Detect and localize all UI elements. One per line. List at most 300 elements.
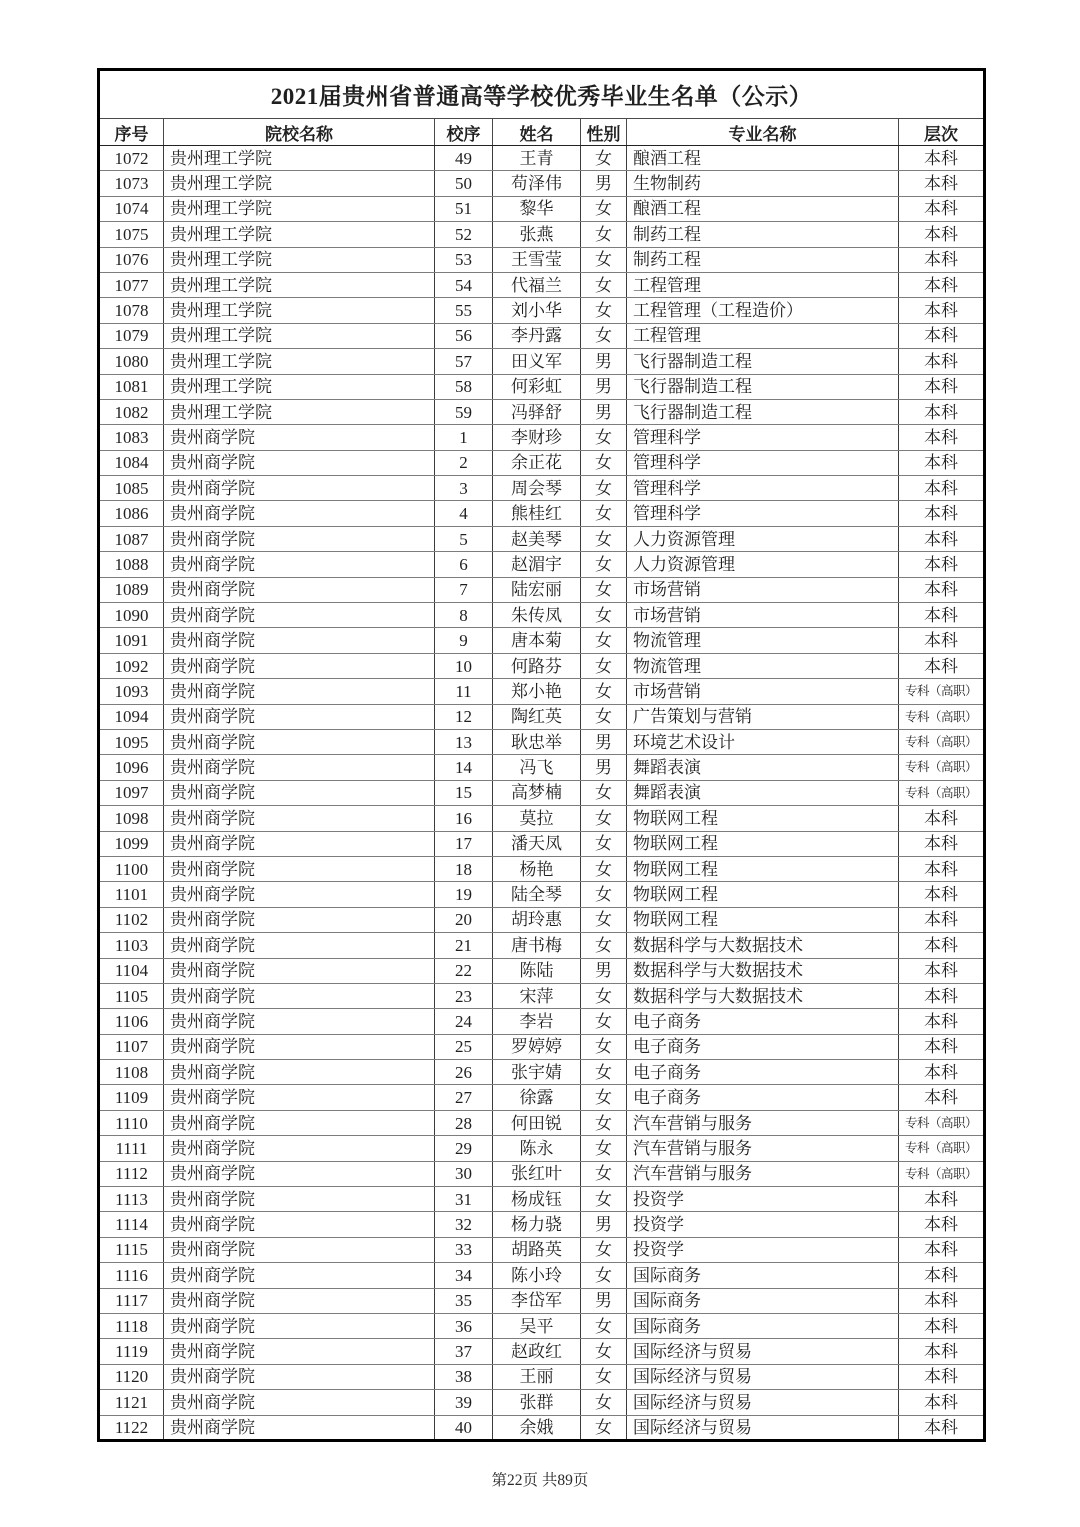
- cell-major: 人力资源管理: [627, 526, 899, 551]
- cell-serial: 1108: [99, 1060, 164, 1085]
- table-row: [99, 501, 985, 526]
- cell-level: 本科: [899, 323, 985, 348]
- cell-serial: 1120: [99, 1364, 164, 1389]
- cell-major: 物流管理: [627, 628, 899, 653]
- cell-major: 国际经济与贸易: [627, 1390, 899, 1415]
- cell-name: 李财珍: [493, 425, 581, 450]
- header-name: 姓名: [493, 119, 581, 146]
- cell-school: 贵州商学院: [164, 1136, 435, 1161]
- cell-major: 汽车营销与服务: [627, 1136, 899, 1161]
- cell-school: 贵州商学院: [164, 958, 435, 983]
- cell-major: 电子商务: [627, 1085, 899, 1110]
- cell-gender: 女: [581, 501, 627, 526]
- cell-major: 管理科学: [627, 476, 899, 501]
- cell-major: 国际商务: [627, 1288, 899, 1313]
- cell-gender: 女: [581, 272, 627, 297]
- cell-school-order: 19: [435, 882, 493, 907]
- cell-major: 物联网工程: [627, 856, 899, 881]
- table-row: [99, 1085, 985, 1110]
- table-row: [99, 272, 985, 297]
- cell-major: 工程管理: [627, 323, 899, 348]
- cell-school: 贵州理工学院: [164, 247, 435, 272]
- cell-level: 本科: [899, 171, 985, 196]
- cell-school: 贵州理工学院: [164, 146, 435, 171]
- cell-gender: 女: [581, 323, 627, 348]
- cell-serial: 1089: [99, 577, 164, 602]
- cell-level: 本科: [899, 552, 985, 577]
- cell-major: 电子商务: [627, 1060, 899, 1085]
- table-row: [99, 222, 985, 247]
- cell-school: 贵州商学院: [164, 1313, 435, 1338]
- cell-major: 汽车营销与服务: [627, 1110, 899, 1135]
- cell-school-order: 15: [435, 780, 493, 805]
- header-school-order: 校序: [435, 119, 493, 146]
- cell-major: 国际经济与贸易: [627, 1364, 899, 1389]
- table-row: [99, 1339, 985, 1364]
- cell-serial: 1099: [99, 831, 164, 856]
- cell-gender: 女: [581, 1339, 627, 1364]
- cell-serial: 1111: [99, 1136, 164, 1161]
- cell-serial: 1096: [99, 755, 164, 780]
- cell-level: 本科: [899, 1415, 985, 1440]
- cell-serial: 1080: [99, 349, 164, 374]
- cell-major: 管理科学: [627, 425, 899, 450]
- cell-name: 熊桂红: [493, 501, 581, 526]
- cell-gender: 女: [581, 552, 627, 577]
- cell-major: 投资学: [627, 1237, 899, 1262]
- cell-school: 贵州商学院: [164, 831, 435, 856]
- table-row: [99, 1034, 985, 1059]
- cell-level: 本科: [899, 1339, 985, 1364]
- cell-major: 人力资源管理: [627, 552, 899, 577]
- cell-school-order: 34: [435, 1263, 493, 1288]
- cell-major: 国际商务: [627, 1263, 899, 1288]
- cell-level: 本科: [899, 1085, 985, 1110]
- cell-school: 贵州商学院: [164, 425, 435, 450]
- cell-serial: 1086: [99, 501, 164, 526]
- table-row: [99, 1060, 985, 1085]
- cell-name: 耿忠举: [493, 729, 581, 754]
- cell-gender: 女: [581, 1085, 627, 1110]
- cell-gender: 女: [581, 1364, 627, 1389]
- cell-gender: 女: [581, 679, 627, 704]
- cell-school-order: 29: [435, 1136, 493, 1161]
- cell-school-order: 11: [435, 679, 493, 704]
- table-row: [99, 526, 985, 551]
- cell-level: 本科: [899, 298, 985, 323]
- cell-gender: 男: [581, 755, 627, 780]
- cell-school: 贵州理工学院: [164, 374, 435, 399]
- cell-school: 贵州商学院: [164, 933, 435, 958]
- cell-name: 陈小玲: [493, 1263, 581, 1288]
- cell-level: 本科: [899, 1313, 985, 1338]
- cell-level: 本科: [899, 272, 985, 297]
- cell-serial: 1110: [99, 1110, 164, 1135]
- cell-gender: 女: [581, 856, 627, 881]
- cell-major: 物联网工程: [627, 907, 899, 932]
- cell-level: 专科（高职）: [899, 780, 985, 805]
- cell-gender: 女: [581, 526, 627, 551]
- cell-name: 潘天凤: [493, 831, 581, 856]
- table-row: [99, 399, 985, 424]
- cell-school-order: 17: [435, 831, 493, 856]
- cell-major: 国际经济与贸易: [627, 1415, 899, 1440]
- cell-name: 高梦楠: [493, 780, 581, 805]
- cell-school: 贵州商学院: [164, 501, 435, 526]
- cell-major: 制药工程: [627, 247, 899, 272]
- cell-school-order: 6: [435, 552, 493, 577]
- cell-name: 赵湄宇: [493, 552, 581, 577]
- cell-serial: 1090: [99, 603, 164, 628]
- table-row: [99, 146, 985, 171]
- cell-gender: 女: [581, 1415, 627, 1440]
- table-row: [99, 476, 985, 501]
- cell-level: 本科: [899, 1009, 985, 1034]
- cell-school-order: 20: [435, 907, 493, 932]
- cell-school: 贵州理工学院: [164, 196, 435, 221]
- cell-serial: 1083: [99, 425, 164, 450]
- cell-serial: 1072: [99, 146, 164, 171]
- cell-major: 市场营销: [627, 577, 899, 602]
- cell-gender: 女: [581, 425, 627, 450]
- cell-school-order: 50: [435, 171, 493, 196]
- cell-name: 何路芬: [493, 653, 581, 678]
- cell-level: 本科: [899, 476, 985, 501]
- cell-name: 杨艳: [493, 856, 581, 881]
- cell-name: 胡玲惠: [493, 907, 581, 932]
- cell-school-order: 33: [435, 1237, 493, 1262]
- cell-serial: 1093: [99, 679, 164, 704]
- cell-gender: 男: [581, 349, 627, 374]
- cell-school-order: 23: [435, 983, 493, 1008]
- table-row: [99, 552, 985, 577]
- table-row: [99, 1237, 985, 1262]
- cell-school-order: 30: [435, 1161, 493, 1186]
- cell-level: 专科（高职）: [899, 729, 985, 754]
- header-row: [99, 119, 985, 146]
- cell-school: 贵州商学院: [164, 577, 435, 602]
- cell-major: 酿酒工程: [627, 196, 899, 221]
- cell-serial: 1079: [99, 323, 164, 348]
- table-row: [99, 425, 985, 450]
- cell-major: 数据科学与大数据技术: [627, 983, 899, 1008]
- cell-school-order: 14: [435, 755, 493, 780]
- cell-level: 本科: [899, 577, 985, 602]
- cell-name: 李丹露: [493, 323, 581, 348]
- header-serial: 序号: [99, 119, 164, 146]
- cell-name: 郑小艳: [493, 679, 581, 704]
- cell-gender: 女: [581, 704, 627, 729]
- cell-level: 本科: [899, 603, 985, 628]
- cell-serial: 1085: [99, 476, 164, 501]
- cell-school-order: 16: [435, 806, 493, 831]
- cell-level: 本科: [899, 349, 985, 374]
- cell-school-order: 59: [435, 399, 493, 424]
- cell-gender: 女: [581, 247, 627, 272]
- cell-school: 贵州商学院: [164, 628, 435, 653]
- cell-major: 电子商务: [627, 1009, 899, 1034]
- cell-name: 吴平: [493, 1313, 581, 1338]
- cell-name: 莫拉: [493, 806, 581, 831]
- cell-major: 管理科学: [627, 501, 899, 526]
- cell-major: 物联网工程: [627, 882, 899, 907]
- cell-school: 贵州商学院: [164, 1390, 435, 1415]
- cell-school-order: 12: [435, 704, 493, 729]
- cell-major: 国际经济与贸易: [627, 1339, 899, 1364]
- table-row: [99, 1161, 985, 1186]
- cell-major: 市场营销: [627, 603, 899, 628]
- cell-school-order: 39: [435, 1390, 493, 1415]
- table-row: [99, 1136, 985, 1161]
- cell-name: 何彩虹: [493, 374, 581, 399]
- cell-gender: 女: [581, 1060, 627, 1085]
- cell-level: 专科（高职）: [899, 1161, 985, 1186]
- cell-gender: 女: [581, 1009, 627, 1034]
- cell-school: 贵州商学院: [164, 476, 435, 501]
- cell-gender: 女: [581, 577, 627, 602]
- cell-level: 本科: [899, 1263, 985, 1288]
- cell-name: 徐露: [493, 1085, 581, 1110]
- cell-serial: 1114: [99, 1212, 164, 1237]
- cell-serial: 1092: [99, 653, 164, 678]
- cell-level: 本科: [899, 1237, 985, 1262]
- cell-gender: 女: [581, 653, 627, 678]
- cell-serial: 1097: [99, 780, 164, 805]
- cell-name: 张宇婧: [493, 1060, 581, 1085]
- cell-name: 冯驿舒: [493, 399, 581, 424]
- graduates-table: [97, 68, 986, 1442]
- cell-name: 李岱军: [493, 1288, 581, 1313]
- cell-gender: 男: [581, 729, 627, 754]
- cell-gender: 女: [581, 983, 627, 1008]
- cell-serial: 1084: [99, 450, 164, 475]
- cell-gender: 女: [581, 1161, 627, 1186]
- cell-serial: 1087: [99, 526, 164, 551]
- table-row: [99, 983, 985, 1008]
- cell-gender: 女: [581, 1237, 627, 1262]
- cell-school-order: 32: [435, 1212, 493, 1237]
- cell-level: 本科: [899, 1212, 985, 1237]
- cell-serial: 1116: [99, 1263, 164, 1288]
- table-row: [99, 1288, 985, 1313]
- cell-school: 贵州商学院: [164, 907, 435, 932]
- cell-serial: 1094: [99, 704, 164, 729]
- cell-school-order: 52: [435, 222, 493, 247]
- cell-school: 贵州商学院: [164, 1288, 435, 1313]
- cell-level: 本科: [899, 653, 985, 678]
- cell-name: 黎华: [493, 196, 581, 221]
- cell-school: 贵州理工学院: [164, 222, 435, 247]
- cell-serial: 1104: [99, 958, 164, 983]
- cell-serial: 1088: [99, 552, 164, 577]
- cell-name: 杨成钰: [493, 1187, 581, 1212]
- cell-school-order: 37: [435, 1339, 493, 1364]
- cell-level: 本科: [899, 374, 985, 399]
- cell-school-order: 25: [435, 1034, 493, 1059]
- cell-school: 贵州商学院: [164, 1187, 435, 1212]
- cell-major: 物联网工程: [627, 831, 899, 856]
- cell-school: 贵州商学院: [164, 1034, 435, 1059]
- cell-major: 工程管理（工程造价）: [627, 298, 899, 323]
- cell-school: 贵州商学院: [164, 603, 435, 628]
- cell-name: 张红叶: [493, 1161, 581, 1186]
- table-row: [99, 1009, 985, 1034]
- cell-name: 宋萍: [493, 983, 581, 1008]
- cell-school-order: 3: [435, 476, 493, 501]
- cell-name: 陈永: [493, 1136, 581, 1161]
- cell-major: 酿酒工程: [627, 146, 899, 171]
- table-row: [99, 780, 985, 805]
- cell-gender: 女: [581, 1110, 627, 1135]
- cell-level: 本科: [899, 247, 985, 272]
- table-row: [99, 196, 985, 221]
- table-row: [99, 729, 985, 754]
- table-row: [99, 298, 985, 323]
- cell-gender: 女: [581, 628, 627, 653]
- cell-name: 罗婷婷: [493, 1034, 581, 1059]
- cell-school: 贵州商学院: [164, 653, 435, 678]
- cell-school-order: 22: [435, 958, 493, 983]
- cell-level: 本科: [899, 1034, 985, 1059]
- cell-gender: 女: [581, 831, 627, 856]
- table-row: [99, 247, 985, 272]
- cell-level: 本科: [899, 907, 985, 932]
- cell-level: 本科: [899, 450, 985, 475]
- table-row: [99, 1313, 985, 1338]
- cell-serial: 1122: [99, 1415, 164, 1440]
- cell-level: 专科（高职）: [899, 704, 985, 729]
- cell-name: 刘小华: [493, 298, 581, 323]
- cell-school-order: 5: [435, 526, 493, 551]
- cell-serial: 1121: [99, 1390, 164, 1415]
- cell-major: 市场营销: [627, 679, 899, 704]
- cell-gender: 女: [581, 476, 627, 501]
- table-row: [99, 577, 985, 602]
- cell-major: 数据科学与大数据技术: [627, 958, 899, 983]
- cell-school-order: 49: [435, 146, 493, 171]
- table-row: [99, 374, 985, 399]
- cell-level: 本科: [899, 1288, 985, 1313]
- cell-major: 舞蹈表演: [627, 780, 899, 805]
- cell-level: 本科: [899, 146, 985, 171]
- cell-school-order: 10: [435, 653, 493, 678]
- cell-level: 本科: [899, 399, 985, 424]
- cell-level: 本科: [899, 1187, 985, 1212]
- cell-level: 本科: [899, 806, 985, 831]
- cell-serial: 1102: [99, 907, 164, 932]
- page-title: 2021届贵州省普通高等学校优秀毕业生名单（公示）: [99, 70, 985, 119]
- cell-school-order: 13: [435, 729, 493, 754]
- cell-name: 何田锐: [493, 1110, 581, 1135]
- cell-serial: 1095: [99, 729, 164, 754]
- table-row: [99, 679, 985, 704]
- cell-school-order: 56: [435, 323, 493, 348]
- cell-gender: 男: [581, 171, 627, 196]
- cell-school-order: 18: [435, 856, 493, 881]
- cell-school: 贵州理工学院: [164, 272, 435, 297]
- cell-school: 贵州商学院: [164, 983, 435, 1008]
- cell-school: 贵州商学院: [164, 882, 435, 907]
- cell-school-order: 35: [435, 1288, 493, 1313]
- cell-school-order: 38: [435, 1364, 493, 1389]
- cell-school: 贵州商学院: [164, 729, 435, 754]
- cell-level: 本科: [899, 628, 985, 653]
- table-body: [99, 146, 985, 1441]
- table-row: [99, 907, 985, 932]
- cell-name: 唐本菊: [493, 628, 581, 653]
- cell-school: 贵州商学院: [164, 450, 435, 475]
- table-row: [99, 349, 985, 374]
- cell-school: 贵州商学院: [164, 1161, 435, 1186]
- cell-serial: 1077: [99, 272, 164, 297]
- cell-school-order: 27: [435, 1085, 493, 1110]
- cell-serial: 1109: [99, 1085, 164, 1110]
- cell-school: 贵州商学院: [164, 1339, 435, 1364]
- cell-school-order: 26: [435, 1060, 493, 1085]
- table-row: [99, 653, 985, 678]
- cell-level: 专科（高职）: [899, 679, 985, 704]
- header-level: 层次: [899, 119, 985, 146]
- cell-name: 余正花: [493, 450, 581, 475]
- cell-gender: 女: [581, 1136, 627, 1161]
- cell-gender: 男: [581, 958, 627, 983]
- cell-serial: 1103: [99, 933, 164, 958]
- table-row: [99, 1390, 985, 1415]
- cell-school: 贵州商学院: [164, 780, 435, 805]
- cell-level: 本科: [899, 1390, 985, 1415]
- cell-gender: 女: [581, 1390, 627, 1415]
- cell-name: 赵政红: [493, 1339, 581, 1364]
- cell-school: 贵州理工学院: [164, 323, 435, 348]
- cell-school: 贵州商学院: [164, 704, 435, 729]
- cell-major: 广告策划与营销: [627, 704, 899, 729]
- cell-major: 飞行器制造工程: [627, 399, 899, 424]
- cell-serial: 1117: [99, 1288, 164, 1313]
- cell-gender: 女: [581, 1187, 627, 1212]
- cell-school: 贵州商学院: [164, 1237, 435, 1262]
- cell-gender: 男: [581, 1288, 627, 1313]
- table-row: [99, 755, 985, 780]
- cell-major: 物联网工程: [627, 806, 899, 831]
- cell-school-order: 58: [435, 374, 493, 399]
- cell-school-order: 8: [435, 603, 493, 628]
- cell-serial: 1105: [99, 983, 164, 1008]
- cell-name: 赵美琴: [493, 526, 581, 551]
- cell-major: 环境艺术设计: [627, 729, 899, 754]
- table-row: [99, 628, 985, 653]
- cell-school: 贵州商学院: [164, 1085, 435, 1110]
- cell-major: 制药工程: [627, 222, 899, 247]
- cell-school-order: 7: [435, 577, 493, 602]
- cell-serial: 1115: [99, 1237, 164, 1262]
- cell-school: 贵州商学院: [164, 1263, 435, 1288]
- cell-level: 本科: [899, 856, 985, 881]
- cell-school-order: 57: [435, 349, 493, 374]
- cell-major: 飞行器制造工程: [627, 349, 899, 374]
- cell-gender: 女: [581, 196, 627, 221]
- cell-school: 贵州理工学院: [164, 349, 435, 374]
- cell-gender: 女: [581, 298, 627, 323]
- table-row: [99, 882, 985, 907]
- cell-major: 管理科学: [627, 450, 899, 475]
- cell-name: 苟泽伟: [493, 171, 581, 196]
- cell-school: 贵州商学院: [164, 1212, 435, 1237]
- cell-name: 周会琴: [493, 476, 581, 501]
- cell-serial: 1106: [99, 1009, 164, 1034]
- cell-serial: 1073: [99, 171, 164, 196]
- cell-level: 专科（高职）: [899, 1110, 985, 1135]
- table-row: [99, 1364, 985, 1389]
